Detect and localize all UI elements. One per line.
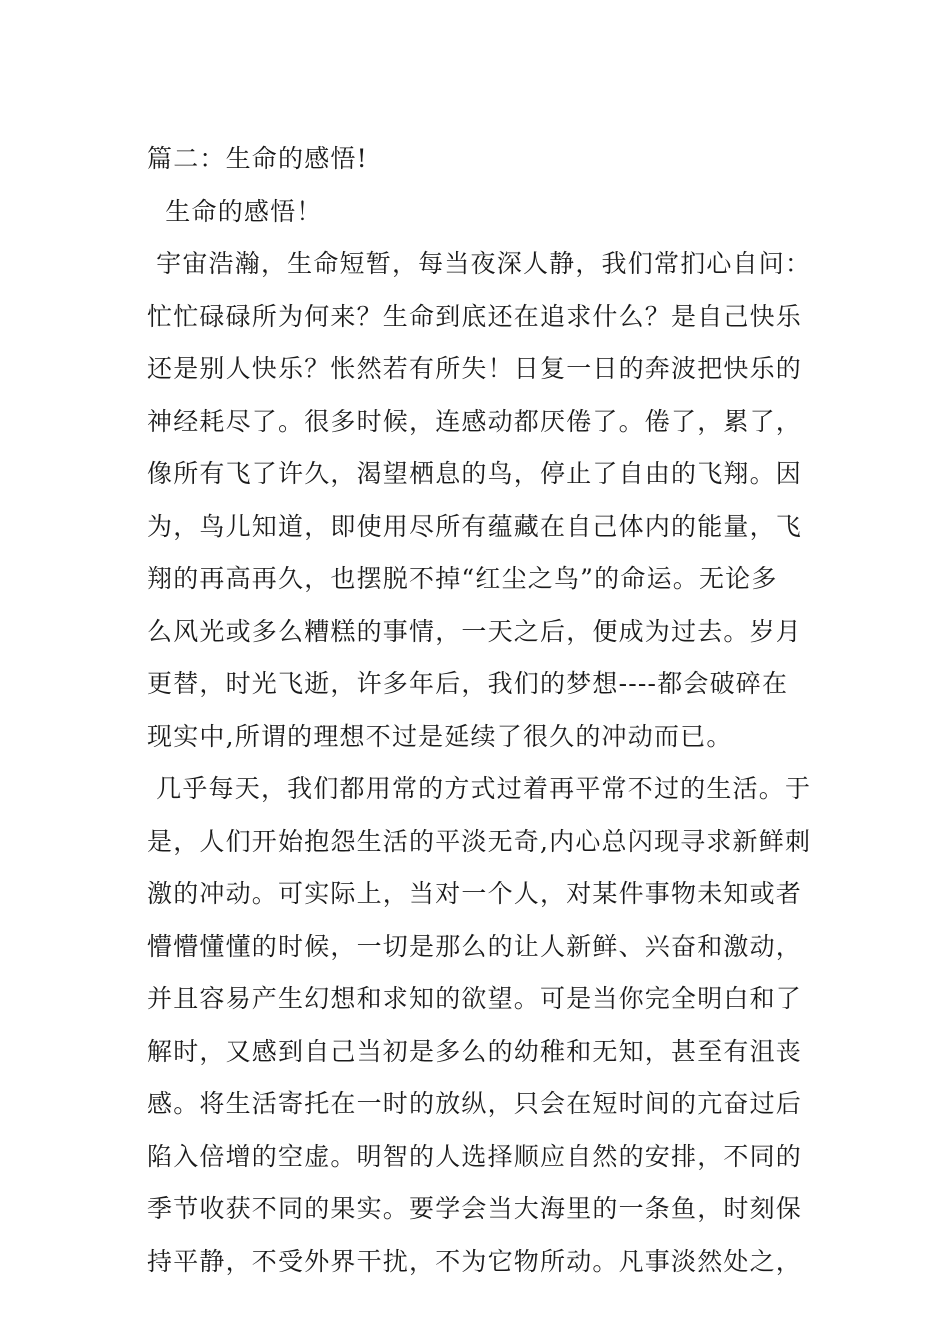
paragraph-line: 季节收获不同的果实。要学会当大海里的一条鱼，时刻保 xyxy=(147,1194,803,1223)
paragraph-line: 么风光或多么糟糕的事情，一天之后，便成为过去。岁月 xyxy=(147,616,803,646)
section-title: 篇二：生命的感悟! xyxy=(147,144,368,173)
paragraph-line: 持平静，不受外界干扰，不为它物所动。凡事淡然处之， xyxy=(147,1246,803,1276)
paragraph-2 xyxy=(147,763,817,1288)
paragraph-line: 现实中,所谓的理想不过是延续了很久的冲动而已。 xyxy=(147,721,733,751)
paragraph-line: 并且容易产生幻想和求知的欲望。可是当你完全明白和了 xyxy=(147,984,803,1013)
paragraph-line: 解时，又感到自己当初是多么的幼稚和无知，甚至有沮丧 xyxy=(147,1036,803,1066)
paragraph-line: 为，鸟儿知道，即使用尽所有蕴藏在自己体内的能量，飞 xyxy=(147,511,803,541)
paragraph-line: 忙忙碌碌所为何来？生命到底还在追求什么？是自己快乐 xyxy=(147,301,803,331)
paragraph-line: 更替，时光飞逝，许多年后，我们的梦想----都会破碎在 xyxy=(147,669,789,698)
paragraph-line: 是，人们开始抱怨生活的平淡无奇,内心总闪现寻求新鲜刺 xyxy=(147,826,812,856)
paragraph-line: 陷入倍增的空虚。明智的人选择顺应自然的安排，不同的 xyxy=(147,1141,803,1171)
paragraph-line: 感。将生活寄托在一时的放纵，只会在短时间的亢奋过后 xyxy=(147,1089,803,1118)
paragraph-line: 懵懵懂懂的时候，一切是那么的让人新鲜、兴奋和激动， xyxy=(147,931,803,961)
paragraph-line: 像所有飞了许久，渴望栖息的鸟，停止了自由的飞翔。因 xyxy=(147,459,803,488)
paragraph-line: 还是别人快乐？怅然若有所失！日复一日的奔波把快乐的 xyxy=(147,354,803,383)
paragraph-line: 神经耗尽了。很多时候，连感动都厌倦了。倦了，累了， xyxy=(147,406,803,436)
paragraph-1 xyxy=(147,238,817,763)
document-body xyxy=(147,133,817,1288)
subtitle: 生命的感悟！ xyxy=(147,196,323,226)
paragraph-line: 激的冲动。可实际上，当对一个人，对某件事物未知或者 xyxy=(147,879,803,908)
paragraph-line: 翔的再高再久，也摆脱不掉“红尘之鸟”的命运。无论多 xyxy=(147,564,778,593)
paragraph-line: 几乎每天，我们都用常的方式过着再平常不过的生活。于 xyxy=(147,774,812,803)
paragraph-line: 宇宙浩瀚，生命短暂，每当夜深人静，我们常扪心自问： xyxy=(147,249,812,278)
